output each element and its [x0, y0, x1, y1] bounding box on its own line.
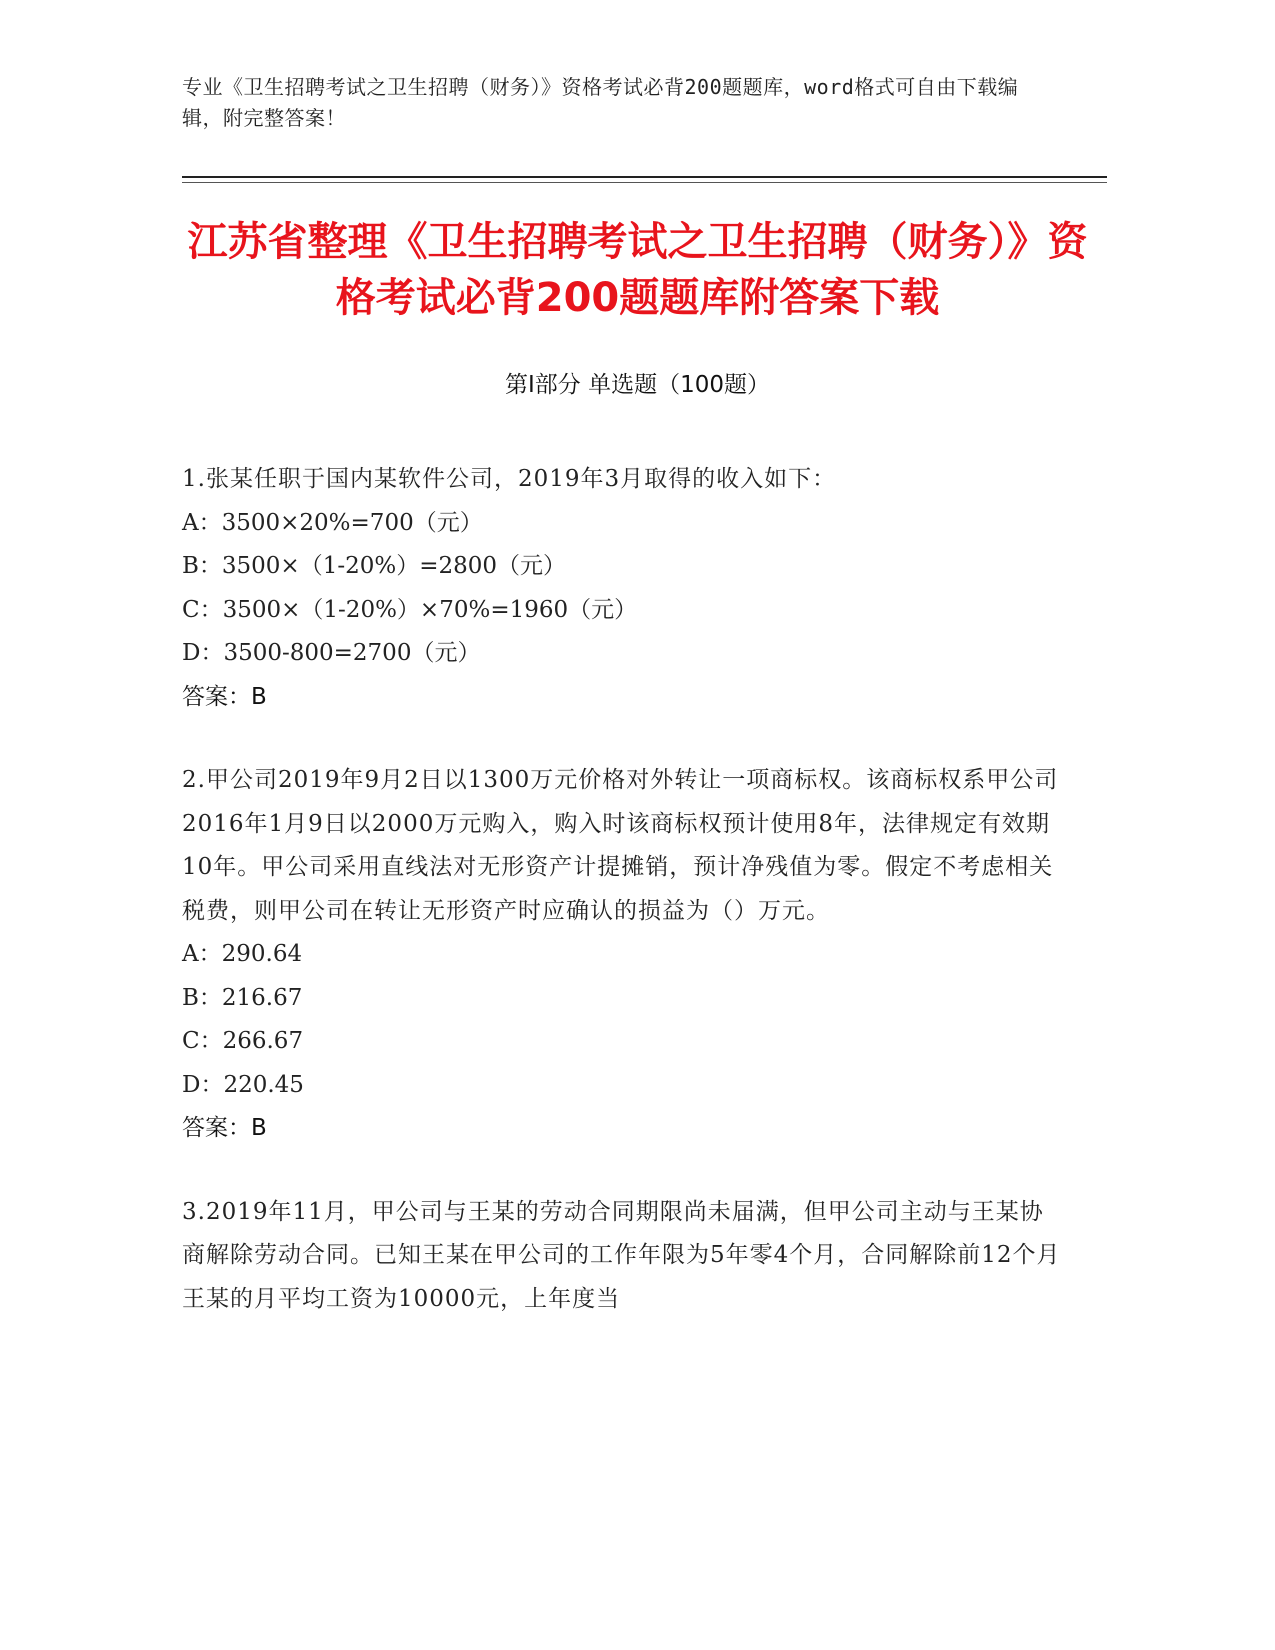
- question-list: [182, 458, 1062, 1361]
- question-stem: 2.甲公司2019年9月2日以1300万元价格对外转让一项商标权。该商标权系甲公司2016年1月9日以2000万元购入，购入时该商标权预计使用8年，法律规定有效期10年。甲公司采用直线法对无形资产计提摊销，预计净残值为零。假定不考虑相关税费，则甲公司在转让无形资产时应确认的损益为（）万元。: [182, 767, 1059, 924]
- header-note: 专业《卫生招聘考试之卫生招聘（财务）》资格考试必背200题题库，word格式可自由下载编辑，附完整答案！: [182, 75, 1019, 130]
- question-stem: 1.张某任职于国内某软件公司，2019年3月取得的收入如下：: [182, 466, 837, 492]
- answer-label: 答案：B: [182, 1115, 267, 1141]
- document-title: 江苏省整理《卫生招聘考试之卫生招聘（财务）》资格考试必背200题题库附答案下载: [187, 219, 1088, 321]
- question-1: [182, 458, 1062, 719]
- option-c: C：266.67: [182, 1028, 304, 1054]
- section-heading: 第I部分 单选题（100题）: [505, 372, 770, 398]
- answer-label: 答案：B: [182, 683, 267, 710]
- header-divider-thick: [182, 176, 1107, 178]
- option-a: A：3500×20%=700（元）: [182, 509, 483, 536]
- option-d: D：3500-800=2700（元）: [182, 640, 481, 666]
- option-d: D：220.45: [182, 1071, 304, 1098]
- header-divider-thin: [182, 182, 1107, 183]
- option-b: B：3500×（1-20%）=2800（元）: [182, 553, 567, 579]
- option-a: A：290.64: [182, 941, 303, 967]
- option-b: B：216.67: [182, 984, 303, 1011]
- question-3: [182, 1191, 1062, 1322]
- option-c: C：3500×（1-20%）×70%=1960（元）: [182, 596, 638, 623]
- question-2: [182, 759, 1062, 1151]
- question-stem: 3.2019年11月，甲公司与王某的劳动合同期限尚未届满，但甲公司主动与王某协商解除劳动合同。已知王某在甲公司的工作年限为5年零4个月，合同解除前12个月王某的月平均工资为10000元，上年度当: [182, 1198, 1061, 1312]
